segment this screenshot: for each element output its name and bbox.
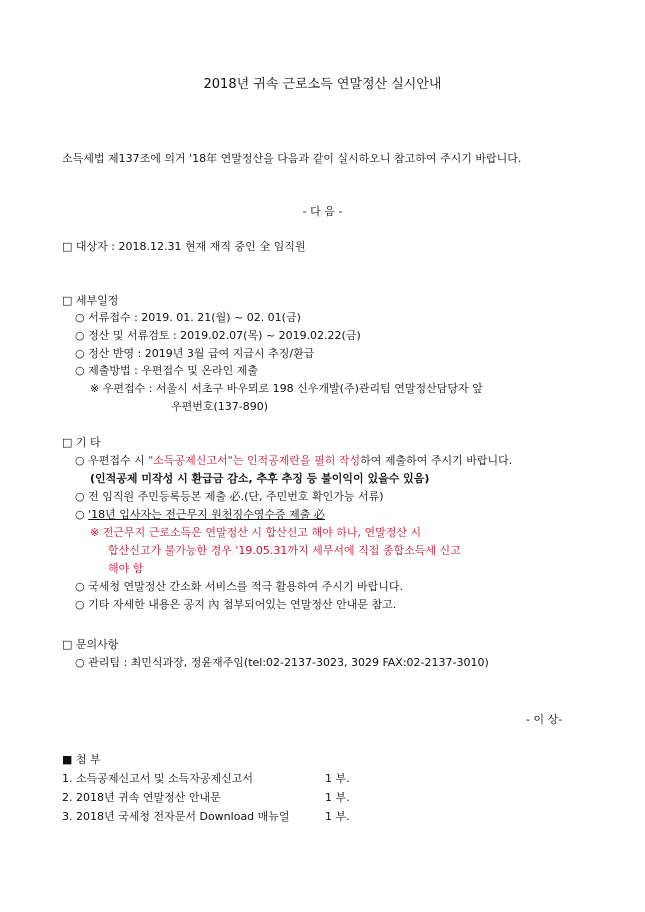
attach-item-3-qty: 1 부. xyxy=(325,810,350,823)
attach-item-2: 2. 2018년 귀속 연말정산 안내문 xyxy=(62,791,221,804)
etc-item-resident-doc: ○ 전 임직원 주민등록등본 제출 必.(단, 주민번호 확인가능 서류) xyxy=(75,490,384,503)
intro-text: 소득세법 제137조에 의거 '18年 연말정산을 다음과 같이 실시하오니 참고하여 주시기 바랍니다. xyxy=(62,152,522,165)
red-note-line3: 해야 함 xyxy=(108,562,144,575)
schedule-item-apply: ○ 정산 반영 : 2019년 3월 급여 지급시 추징/환급 xyxy=(75,347,315,360)
mail-postal-code: 우편번호(137-890) xyxy=(171,400,269,413)
attach-item-2-qty: 1 부. xyxy=(325,791,350,804)
etc-item-new-hire-text: '18년 입사자는 전근무지 원천징수영수증 제출 必 xyxy=(88,508,325,521)
etc-item-mail xyxy=(75,454,512,468)
schedule-item-method: ○ 제출방법 : 우편접수 및 온라인 제출 xyxy=(75,364,259,377)
schedule-item-receipt: ○ 서류접수 : 2019. 01. 21(월) ~ 02. 01(금) xyxy=(75,311,301,324)
etc-item-new-hire-bullet: ○ xyxy=(75,508,85,521)
end-marker: - 이 상- xyxy=(526,713,563,726)
schedule-item-review: ○ 정산 및 서류검토 : 2019.02.07(목) ~ 2019.02.22(금) xyxy=(75,329,361,342)
document-title: 2018년 귀속 근로소득 연말정산 실시안내 xyxy=(203,77,442,92)
target-line: □ 대상자 : 2018.12.31 현재 재직 중인 全 임직원 xyxy=(62,240,306,253)
mail-address-line: ※ 우편접수 : 서울시 서초구 바우뫼로 198 신우개발(주)관리팀 연말정산담당자 앞 xyxy=(90,382,483,395)
etc-item-notice: ○ 기타 자세한 내용은 공지 內 첨부되어있는 연말정산 안내문 참고. xyxy=(75,598,397,611)
next-heading: - 다 음 - xyxy=(302,205,343,218)
etc-item-mail-note: (인적공제 미작성 시 환급금 감소, 추후 추징 등 불이익이 있을수 있음) xyxy=(90,472,430,485)
contact-line: ○ 관리팀 : 최민식과장, 정윤재주임(tel:02-2137-3023, 3029 FAX:02-2137-3010) xyxy=(75,656,489,669)
etc-heading: □ 기 타 xyxy=(62,436,101,449)
attach-heading: ■ 첨 부 xyxy=(62,753,101,766)
attach-item-3: 3. 2018년 국세청 전자문서 Download 매뉴얼 xyxy=(62,810,290,823)
etc-item-mail-prefix: ○ 우편접수 시 xyxy=(75,454,149,467)
attach-item-1-qty: 1 부. xyxy=(325,772,350,785)
etc-item-mail-suffix: 하여 제출하여 주시기 바랍니다. xyxy=(360,454,513,467)
red-note-line1: ※ 전근무지 근로소득은 연말정산 시 합산신고 해야 하나, 연말정산 시 xyxy=(90,526,422,539)
attach-item-1: 1. 소득공제신고서 및 소득자공제신고서 xyxy=(62,772,253,785)
etc-item-mail-highlight: "소득공제신고서"는 인적공제란을 필히 작성 xyxy=(148,454,361,467)
etc-item-new-hire xyxy=(75,508,325,522)
schedule-heading: □ 세부일정 xyxy=(62,294,119,307)
contact-heading: □ 문의사항 xyxy=(62,638,119,651)
red-note-line2: 합산신고가 불가능한 경우 '19.05.31까지 세무서에 직접 종합소득세 신고 xyxy=(108,544,461,557)
etc-item-nts-service: ○ 국세청 연말정산 간소화 서비스를 적극 활용하여 주시기 바랍니다. xyxy=(75,580,403,593)
